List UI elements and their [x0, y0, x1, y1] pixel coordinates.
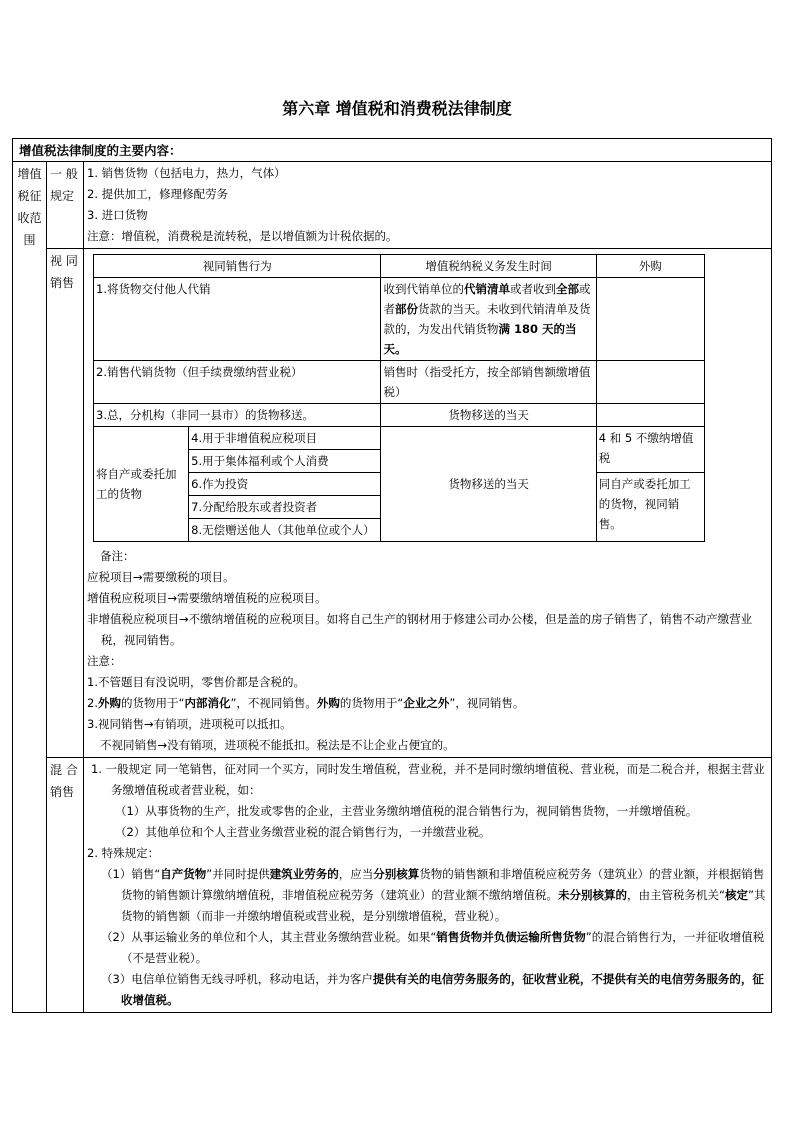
remark-line: 增值税应税项目→需要缴纳增值税的应税项目。	[87, 591, 327, 605]
note-label: 注意：	[87, 654, 122, 668]
section-header: 增值税法律制度的主要内容：	[13, 139, 772, 162]
mixed-para: （2）其他单位和个人主营业务缴营业税的混合销售行为，一并缴营业税。	[115, 825, 491, 839]
mixed-para: （1）从事货物的生产，批发或零售的企业，主营业务缴纳增值税的混合销售行为，视同销售货物，一并缴增值税。	[115, 804, 698, 818]
remark-line: 非增值税应税项目→不缴纳增值税的应税项目。如将自己生产的钢材用于修建公司办公楼，但是盖的房子销售了，销售不动产缴营业税，视同销售。	[87, 612, 753, 647]
general-note: 注意：增值税，消费税是流转税，是以增值额为计税依据的。	[87, 229, 398, 243]
sub-act: 6.作为投资	[189, 473, 381, 496]
mixed-para: （2）从事运输业务的单位和个人，其主营业务缴纳营业税。如果“销售货物并负债运输所售货物”的混合销售行为，一并征收增值税（不是营业税）。	[101, 930, 765, 965]
time-cell: 销售时（指受托方，按全部销售额缴增值税）	[381, 361, 596, 404]
sub-act: 5.用于集体福利或个人消费	[189, 450, 381, 473]
sub-act: 4.用于非增值税应税项目	[189, 427, 381, 450]
act-cell: 3.总，分机构（非同一县市）的货物移送。	[94, 404, 381, 427]
sub-time-cell: 货物移送的当天	[381, 427, 596, 542]
col-header: 外购	[596, 255, 704, 278]
act-cell: 1.将货物交付他人代销	[94, 278, 381, 361]
deemed-content	[84, 249, 772, 758]
note-line: 1.不管题目有没说明，零售价都是含税的。	[87, 675, 305, 689]
general-label: 一 般 规定	[47, 162, 84, 249]
remarks-label: 备注：	[100, 549, 135, 563]
tax-table	[12, 138, 772, 1013]
col-header: 视同销售行为	[94, 255, 381, 278]
self-made-cell: 将自产或委托加工的货物	[94, 427, 189, 542]
mixed-para: （3）电信单位销售无线寻呼机，移动电话，并为客户提供有关的电信劳务服务的，征收营业税，不提供有关的电信劳务服务的，征收增值税。	[101, 972, 764, 1007]
deemed-sales-table	[93, 254, 705, 542]
mixed-content	[84, 758, 772, 1013]
scope-label: 增值 税征 收范 围	[13, 162, 47, 1013]
mixed-para: （1）销售“自产货物”并同时提供建筑业劳务的，应当分别核算货物的销售额和非增值税应税劳务（建筑业）的营业额，并根据销售货物的销售额计算缴纳增值税，非增值税应税劳务（建筑业）的营业额不缴纳增值税。未分别核算的，由主管税务机关“核定”其货物的销售额（而非一并缴纳增值税或营业税，是分别缴增值税，营业税）。	[101, 867, 766, 923]
time-cell: 收到代销单位的代销清单或者收到全部或者部份货款的当天。未收到代销清单及货款的，为发出代销货物满 180 天的当天。	[381, 278, 596, 361]
general-item: 3. 进口货物	[87, 208, 148, 222]
sub-act: 8.无偿赠送他人（其他单位或个人）	[189, 519, 381, 542]
mixed-label: 混 合 销售	[47, 758, 84, 1013]
page-title: 第六章 增值税和消费税法律制度	[282, 99, 512, 118]
note-line: 不视同销售→没有销项，进项税不能抵扣。税法是不让企业占便宜的。	[100, 738, 455, 752]
deemed-label: 视 同 销售	[47, 249, 84, 758]
time-cell: 货物移送的当天	[381, 404, 596, 427]
note-line: 3.视同销售→有销项，进项税可以抵扣。	[87, 717, 292, 731]
col-header: 增值税纳税义务发生时间	[381, 255, 596, 278]
remark-line: 应税项目→需要缴税的项目。	[87, 570, 235, 584]
general-item: 2. 提供加工，修理修配劳务	[87, 187, 229, 201]
sub-act: 7.分配给股东或者投资者	[189, 496, 381, 519]
general-content	[84, 162, 772, 249]
mixed-para: 2. 特殊规定：	[87, 846, 160, 860]
purchase-note: 4 和 5 不缴纳增值税	[596, 427, 704, 473]
note-line: 2.外购的货物用于“内部消化”，不视同销售。外购的货物用于“企业之外”，视同销售。	[87, 696, 525, 710]
mixed-para: 1. 一般规定 同一笔销售，征对同一个买方，同时发生增值税，营业税，并不是同时缴纳增值税、营业税，而是二税合并，根据主营业务缴增值税或者营业税，如：	[91, 762, 765, 797]
general-item: 1. 销售货物（包括电力，热力，气体）	[87, 166, 286, 180]
act-cell: 2.销售代销货物（但手续费缴纳营业税）	[94, 361, 381, 404]
purchase-note: 同自产或委托加工的货物，视同销售。	[596, 473, 704, 542]
